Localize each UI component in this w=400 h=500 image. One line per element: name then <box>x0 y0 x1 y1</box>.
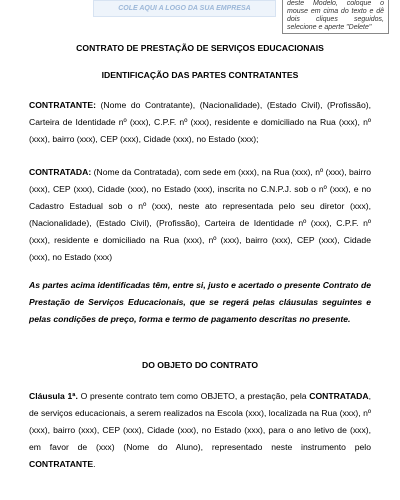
clause-1-text-a: O presente contrato tem como OBJETO, a prestação, pela <box>77 391 310 401</box>
contratada-paragraph <box>29 164 371 266</box>
clause-1-text-c: . <box>93 459 96 469</box>
clause-1-contratante: CONTRATANTE <box>29 459 94 469</box>
clause-1-contratada: CONTRATADA <box>309 391 369 401</box>
section-title-objeto: DO OBJETO DO CONTRATO <box>141 360 259 370</box>
clause-1-text-b: , de serviços educacionais, a serem realizados na Escola (xxx), localizada na Rua (xxx), nº (xxx), bairro (xxx), CEP (xxx), Cidade (xxx), no Estado (xxx), para o ano letivo de (xxx), em favor de (xxx) (Nome do Aluno), representado neste instrumento pelo <box>29 391 371 452</box>
clause-1-label: Cláusula 1ª. <box>29 391 78 401</box>
contratante-paragraph <box>29 97 371 148</box>
agreement-paragraph: As partes acima identificadas têm, entre si, justo e acertado o presente Contrato de Prestação de Serviços Educacionais, que se regerá pelas cláusulas seguintes e pelas condições de preço, forma e termo de pagamento descritas no presente. <box>29 280 371 324</box>
contratada-text: (Nome da Contratada), com sede em (xxx), na Rua (xxx), nº (xxx), bairro (xxx), CEP (xxx), Cidade (xxx), no Estado (xxx), inscrita no C.N.P.J. sob o nº (xxx), e no Cadastro Estadual sob o nº (xxx), neste ato representada pelo seu diretor (xxx), (Nacionalidade), (Estado Civil), (Profissão), Carteira de Identidade nº (xxx), C.P.F. nº (xxx), residente e domiciliado na Rua (xxx), nº (xxx), bairro (xxx), CEP (xxx), Cidade (xxx), no Estado (xxx) <box>29 167 371 262</box>
clause-1-paragraph <box>29 388 371 473</box>
logo-placeholder[interactable]: COLE AQUI A LOGO DA SUA EMPRESA <box>93 0 276 17</box>
instruction-tip-box: deste Modelo, coloque o mouse em cima do texto e dê dois cliques seguidos, selecione e aperte "Delete" <box>282 0 389 34</box>
document-title: CONTRATO DE PRESTAÇÃO DE SERVIÇOS EDUCACIONAIS <box>76 43 324 53</box>
document-subtitle: IDENTIFICAÇÃO DAS PARTES CONTRATANTES <box>101 70 299 80</box>
contratante-label: CONTRATANTE: <box>29 100 96 110</box>
contratante-text: (Nome do Contratante), (Nacionalidade), (Estado Civil), (Profissão), Carteira de Identidade nº (xxx), C.P.F. nº (xxx), residente e domiciliado na Rua (xxx), nº (xxx), bairro (xxx), CEP (xxx), Cidade (xxx), no Estado (xxx); <box>29 100 371 144</box>
contratada-label: CONTRATADA: <box>29 167 92 177</box>
